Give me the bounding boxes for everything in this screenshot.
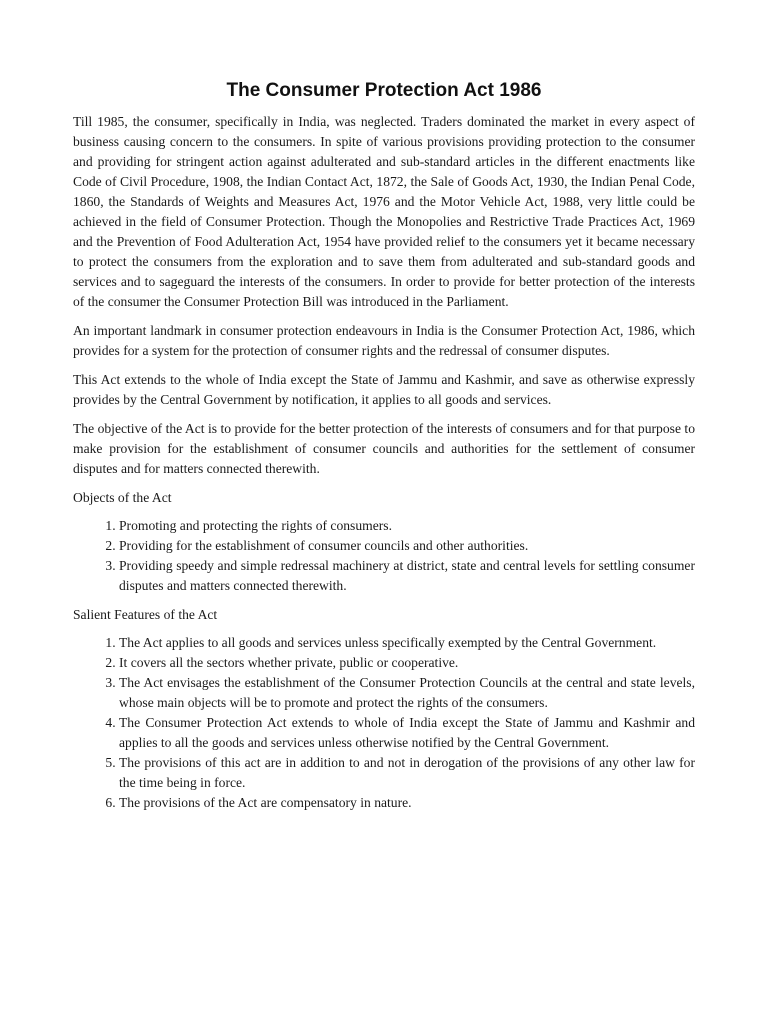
document-title: The Consumer Protection Act 1986 <box>226 80 542 101</box>
list-item: 6. The provisions of the Act are compensatory in nature. <box>119 793 695 813</box>
list-item: 3. Providing speedy and simple redressal machinery at district, state and central levels for settling consumer disputes and matters connected therewith. <box>119 556 695 596</box>
list-item: 1. The Act applies to all goods and services unless specifically exempted by the Central Government. <box>119 633 695 653</box>
objects-list <box>73 516 695 596</box>
features-heading: Salient Features of the Act <box>73 607 218 622</box>
document-page <box>73 78 695 822</box>
features-list <box>73 633 695 813</box>
paragraph-landmark: An important landmark in consumer protection endeavours in India is the Consumer Protection Act, 1986, which provides for a system for the protection of consumer rights and the redressal of consumer disputes. <box>73 323 695 358</box>
list-item: 2. It covers all the sectors whether private, public or cooperative. <box>119 653 695 673</box>
paragraph-objective: The objective of the Act is to provide for the better protection of the interests of consumers and for that purpose to make provision for the establishment of consumer councils and authorities for the settlement of consumer disputes and for matters connected therewith. <box>73 421 695 476</box>
objects-heading: Objects of the Act <box>73 490 172 505</box>
list-item: 4. The Consumer Protection Act extends to whole of India except the State of Jammu and Kashmir and applies to all the goods and services unless otherwise notified by the Central Government. <box>119 713 695 753</box>
list-item: 3. The Act envisages the establishment of the Consumer Protection Councils at the central and state levels, whose main objects will be to promote and protect the rights of the consumers. <box>119 673 695 713</box>
paragraph-intro: Till 1985, the consumer, specifically in India, was neglected. Traders dominated the market in every aspect of business causing concern to the consumers. In spite of various provisions providing protection to the consumer and providing for stringent action against adulterated and sub-standard articles in the different enactments like Code of Civil Procedure, 1908, the Indian Contact Act, 1872, the Sale of Goods Act, 1930, the Indian Penal Code, 1860, the Standards of Weights and Measures Act, 1976 and the Motor Vehicle Act, 1988, very little could be achieved in the field of Consumer Protection. Though the Monopolies and Restrictive Trade Practices Act, 1969 and the Prevention of Food Adulteration Act, 1954 have provided relief to the consumers yet it became necessary to protect the consumers from the exploration and to save them from adulterated and sub-standard goods and services and to sageguard the interests of the consumers. In order to provide for better protection of the interests of the consumer the Consumer Protection Bill was introduced in the Parliament. <box>73 114 695 309</box>
list-item: 2. Providing for the establishment of consumer councils and other authorities. <box>119 536 695 556</box>
paragraph-extent: This Act extends to the whole of India except the State of Jammu and Kashmir, and save as otherwise expressly provides by the Central Government by notification, it applies to all goods and services. <box>73 372 695 407</box>
list-item: 1. Promoting and protecting the rights of consumers. <box>119 516 695 536</box>
list-item: 5. The provisions of this act are in addition to and not in derogation of the provisions of any other law for the time being in force. <box>119 753 695 793</box>
